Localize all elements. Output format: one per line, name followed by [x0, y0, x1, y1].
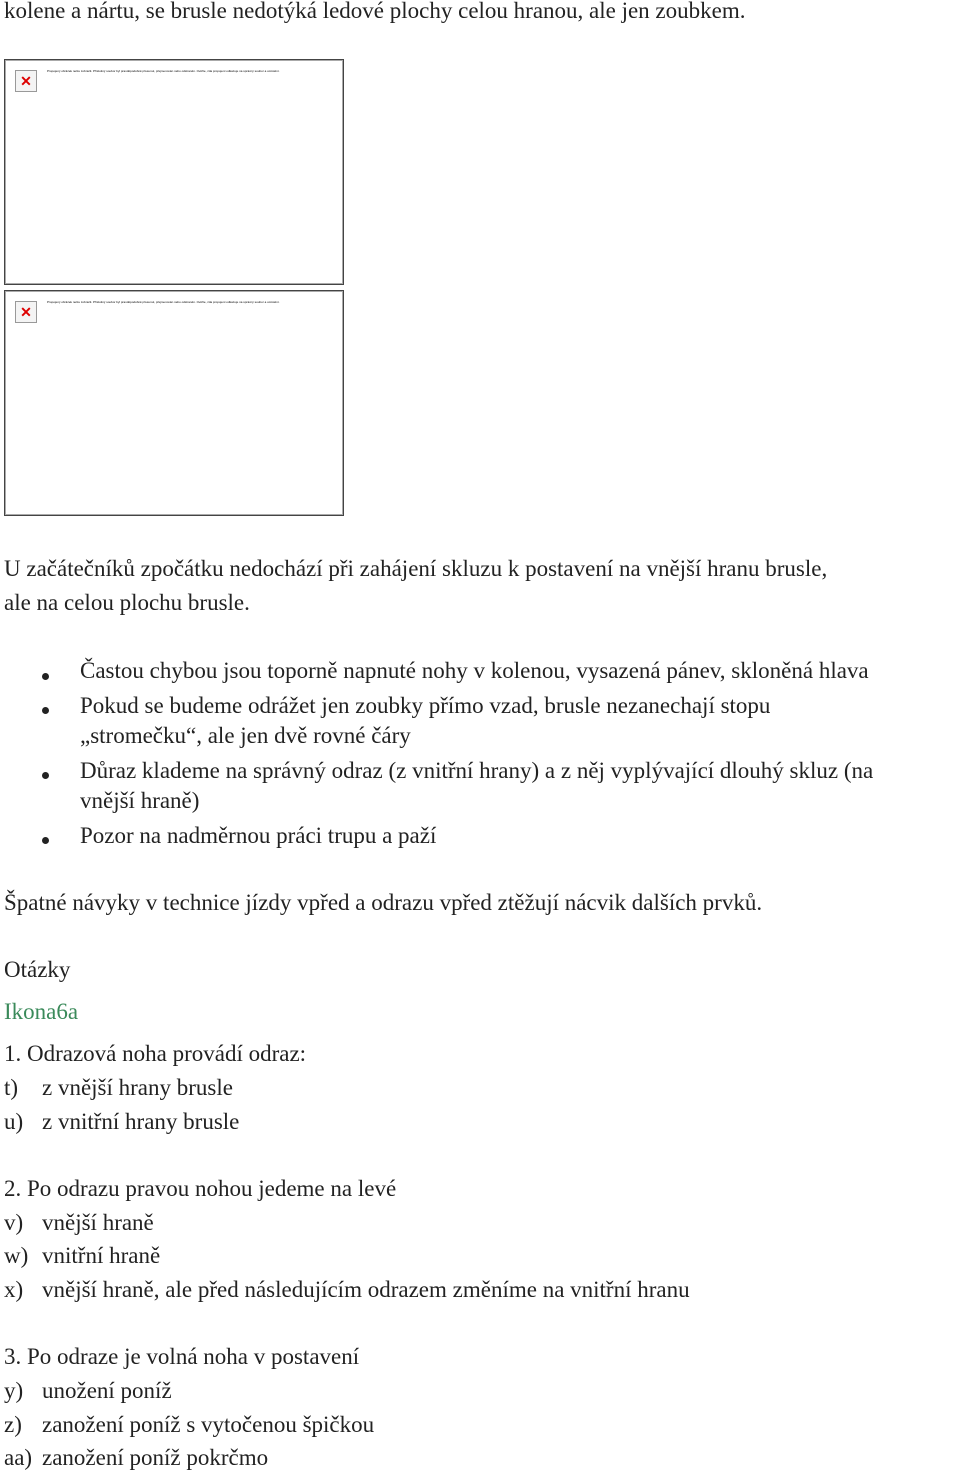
- question: 1. Odrazová noha provádí odraz:: [4, 1041, 307, 1066]
- broken-image: [4, 59, 344, 285]
- option-letter: y): [4, 1378, 24, 1403]
- text-line: kolene a nártu, se brusle nedotýká ledové plochy celou hranou, ale jen zoubkem.: [4, 0, 746, 23]
- bullet-icon: [42, 707, 49, 714]
- option-text: zanožení poníž s vytočenou špičkou: [42, 1412, 375, 1437]
- broken-image-icon: ✕: [15, 70, 37, 92]
- bullet-text: Častou chybou jsou toporně napnuté nohy v kolenou, vysazená pánev, skloněná hlava: [80, 658, 869, 683]
- option-text: vnější hraně: [42, 1210, 154, 1235]
- bullet-text: „stromečku“, ale jen dvě rovné čáry: [80, 723, 411, 748]
- paragraph-line: ale na celou plochu brusle.: [4, 590, 250, 615]
- option-text: z vnější hrany brusle: [42, 1075, 233, 1100]
- icon-label: Ikona6a: [4, 999, 79, 1024]
- option-letter: u): [4, 1109, 24, 1134]
- option-letter: t): [4, 1075, 19, 1100]
- broken-image-icon: ✕: [15, 301, 37, 323]
- bullet-icon: [42, 837, 49, 844]
- broken-image-message: Propojený obrázek nelze zobrazit. Příslušný soubor byl pravděpodobně přesunut, přejmenován nebo odstraněn. Ověřte, zda propojení odkazuje na správný soubor a umístění.: [47, 69, 280, 73]
- option-letter: v): [4, 1210, 24, 1235]
- broken-image: [4, 290, 344, 516]
- broken-image-message: Propojený obrázek nelze zobrazit. Příslušný soubor byl pravděpodobně přesunut, přejmenován nebo odstraněn. Ověřte, zda propojení odkazuje na správný soubor a umístění.: [47, 300, 280, 304]
- paragraph-line: U začátečníků zpočátku nedochází při zahájení skluzu k postavení na vnější hranu brusle,: [4, 556, 828, 581]
- bullet-text: Pokud se budeme odrážet jen zoubky přímo vzad, brusle nezanechají stopu: [80, 693, 771, 718]
- bullet-text: Důraz klademe na správný odraz (z vnitřní hrany) a z něj vyplývající dlouhý skluz (na: [80, 758, 874, 783]
- question: 3. Po odraze je volná noha v postavení: [4, 1344, 360, 1369]
- option-letter: z): [4, 1412, 22, 1437]
- questions-heading: Otázky: [4, 957, 71, 982]
- option-text: z vnitřní hrany brusle: [42, 1109, 240, 1134]
- option-text: vnitřní hraně: [42, 1243, 161, 1268]
- option-letter: x): [4, 1277, 24, 1302]
- bullet-text: Pozor na nadměrnou práci trupu a paží: [80, 823, 437, 848]
- option-text: unožení poníž: [42, 1378, 172, 1403]
- bullet-icon: [42, 673, 49, 680]
- bullet-icon: [42, 772, 49, 779]
- option-letter: w): [4, 1243, 29, 1268]
- bullet-text: vnější hraně): [80, 788, 200, 813]
- option-text: vnější hraně, ale před následujícím odrazem změníme na vnitřní hranu: [42, 1277, 690, 1302]
- option-text: zanožení poníž pokrčmo: [42, 1445, 269, 1470]
- option-letter: aa): [4, 1445, 33, 1470]
- question: 2. Po odrazu pravou nohou jedeme na levé: [4, 1176, 397, 1201]
- paragraph-line: Špatné návyky v technice jízdy vpřed a odrazu vpřed ztěžují nácvik dalších prvků.: [4, 890, 763, 915]
